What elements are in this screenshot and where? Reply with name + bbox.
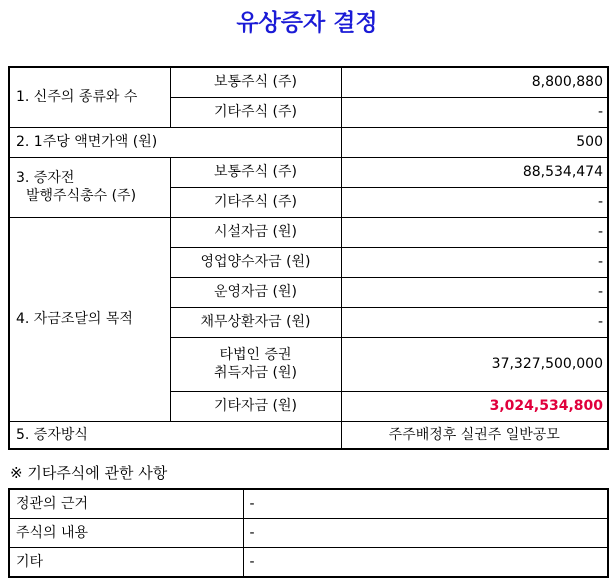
other-value: -: [243, 548, 608, 578]
new-shares-label: 1. 신주의 종류와 수: [9, 67, 170, 127]
offering-method-value: 주주배정후 실권주 일반공모: [341, 421, 608, 449]
other-shares-note: ※ 기타주식에 관한 사항: [10, 464, 168, 482]
funding-purpose-label: 4. 자금조달의 목적: [9, 217, 170, 421]
other-fund-label: 기타자금 (원): [170, 391, 341, 421]
articles-basis-label: 정관의 근거: [9, 489, 243, 519]
facility-fund-label: 시설자금 (원): [170, 217, 341, 247]
operating-fund-label: 운영자금 (원): [170, 277, 341, 307]
facility-fund-value: -: [341, 217, 608, 247]
common-shares-label: 보통주식 (주): [170, 67, 341, 97]
par-value-value: 500: [341, 127, 608, 157]
share-content-value: -: [243, 519, 608, 548]
debt-repayment-label: 채무상환자금 (원): [170, 307, 341, 337]
articles-basis-value: -: [243, 489, 608, 519]
securities-fund-label: [170, 337, 341, 391]
securities-fund-value: 37,327,500,000: [341, 337, 608, 391]
pre-issue-label-line1: 3. 증자전: [16, 170, 75, 186]
pre-issue-label-line2: 발행주식총수 (주): [26, 188, 137, 204]
other-shares-table: [8, 488, 609, 578]
pre-other-value: -: [341, 187, 608, 217]
pre-common-label: 보통주식 (주): [170, 157, 341, 187]
operating-fund-value: -: [341, 277, 608, 307]
pre-other-label: 기타주식 (주): [170, 187, 341, 217]
other-shares-value: -: [341, 97, 608, 127]
debt-repayment-value: -: [341, 307, 608, 337]
other-fund-value: 3,024,534,800: [341, 391, 608, 421]
pre-common-value: 88,534,474: [341, 157, 608, 187]
par-value-label: 2. 1주당 액면가액 (원): [9, 127, 341, 157]
securities-label-line1: 타법인 증권: [219, 347, 292, 363]
offering-method-label: 5. 증자방식: [9, 421, 341, 449]
rights-offering-table: [8, 66, 609, 450]
share-content-label: 주식의 내용: [9, 519, 243, 548]
acquisition-fund-label: 영업양수자금 (원): [170, 247, 341, 277]
common-shares-value: 8,800,880: [341, 67, 608, 97]
securities-label-line2: 취득자금 (원): [214, 365, 297, 381]
other-shares-label: 기타주식 (주): [170, 97, 341, 127]
acquisition-fund-value: -: [341, 247, 608, 277]
other-label: 기타: [9, 548, 243, 578]
page-title: 유상증자 결정: [236, 9, 378, 36]
pre-issue-shares-label: [9, 157, 170, 217]
